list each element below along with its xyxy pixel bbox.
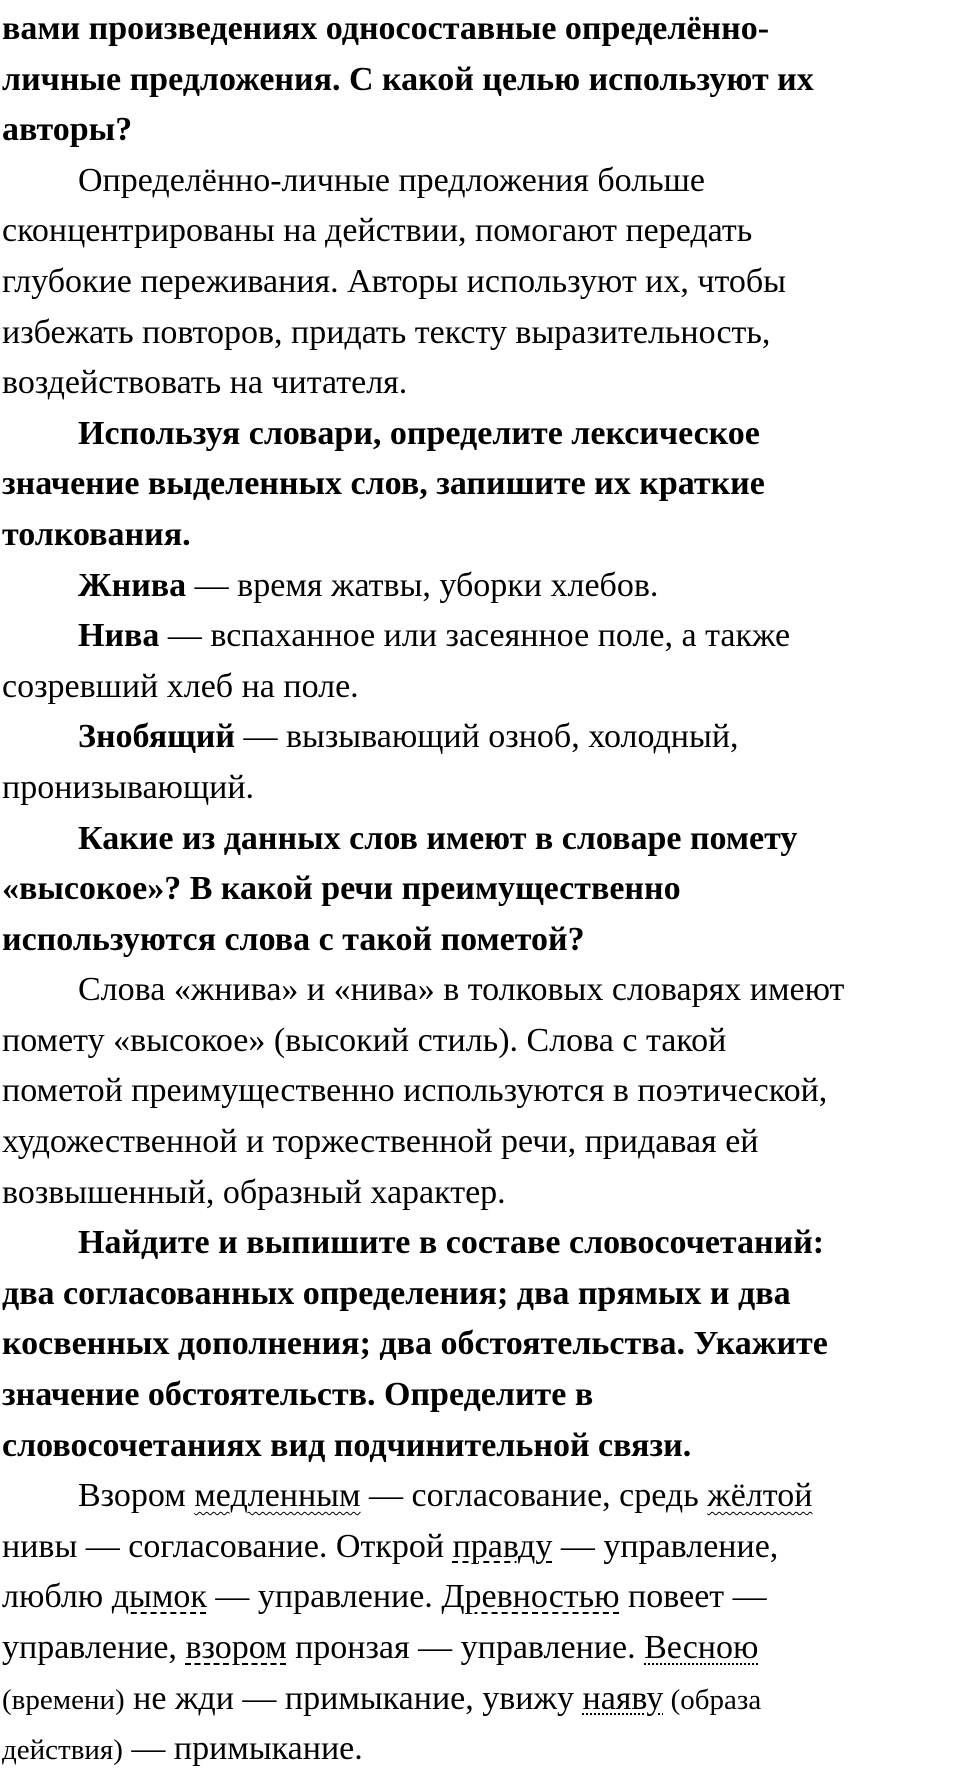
question-2-line-2: значение выделенных слов, запишите их краткие (2, 465, 765, 503)
answer-3-line-5: возвышенный, образный характер. (2, 1173, 506, 1211)
definition-text: — время жатвы, уборки хлебов. (186, 566, 659, 604)
definition-term: Знобящий (78, 718, 235, 756)
object-underlined: правду (452, 1527, 553, 1565)
answer-1-line-1: Определённо-личные предложения больше (78, 161, 705, 199)
definition-text: — вызывающий озноб, холодный, (234, 718, 739, 756)
answer-3-line-2: помету «высокое» (высокий стиль). Слова с такой (2, 1021, 727, 1059)
answer-text: пронзая — управление. (286, 1629, 645, 1666)
answer-text: — примыкание. (122, 1730, 363, 1768)
answer-1-line-4: избежать повторов, придать тексту выразительность, (2, 313, 771, 351)
definition-zhniva (2, 561, 952, 612)
answer-3-line-1: Слова «жнива» и «нива» в толковых словарях имеют (78, 971, 845, 1009)
definition-znobyashchiy-continued: пронизывающий. (2, 768, 255, 806)
answer-4-line-4 (2, 1623, 952, 1674)
question-4-line-5: словосочетаниях вид подчинительной связи. (2, 1426, 692, 1464)
question-3-line-1: Какие из данных слов имеют в словаре помету (78, 819, 798, 857)
definition-text: — вспаханное или засеянное поле, а также (159, 617, 791, 655)
definition-niva (2, 611, 952, 662)
attribute-underlined: жёлтой (707, 1477, 813, 1515)
answer-4-line-6 (2, 1724, 952, 1775)
answer-text: — управление, (552, 1527, 779, 1565)
question-4-line-1: Найдите и выпишите в составе словосочетаний: (78, 1224, 825, 1262)
answer-text: — согласование, средь (360, 1477, 708, 1515)
answer-4-line-2 (2, 1522, 952, 1573)
answer-text: нивы — согласование. Открой (2, 1527, 453, 1565)
answer-3-line-4: художественной и торжественной речи, придавая ей (2, 1123, 759, 1161)
question-2-line-3: толкования. (2, 515, 191, 553)
circumstance-underlined: наяву (582, 1679, 664, 1717)
answer-1-line-2: сконцентрированы на действии, помогают передать (2, 212, 753, 250)
question-1-line-2: личные предложения. С какой целью используют их (2, 60, 814, 98)
document-page (2, 4, 952, 1775)
definition-niva-continued: созревший хлеб на поле. (2, 667, 359, 705)
question-4-line-2: два согласованных определения; два прямых и два (2, 1274, 791, 1312)
object-underlined: дымок (111, 1578, 207, 1616)
answer-text: — управление. (206, 1578, 442, 1616)
attribute-underlined: медленным (194, 1477, 361, 1515)
question-4-line-3: косвенных дополнения; два обстоятельства. Укажите (2, 1325, 828, 1363)
answer-3-line-3: пометой преимущественно используются в поэтической, (2, 1072, 828, 1110)
answer-text: люблю (2, 1578, 112, 1616)
object-underlined: Древностью (441, 1578, 620, 1616)
question-2-line-1: Используя словари, определите лексическое (78, 414, 760, 452)
definition-term: Жнива (78, 566, 187, 604)
answer-4-line-5 (2, 1674, 952, 1725)
answer-4-line-3 (2, 1572, 952, 1623)
question-3-line-3: используются слова с такой пометой? (2, 920, 585, 958)
answer-note: действия) (2, 1734, 123, 1767)
definition-znobyashchiy (2, 712, 952, 763)
definition-term: Нива (78, 617, 160, 655)
answer-text: Взором (78, 1477, 195, 1515)
question-1-line-1: вами произведениях односоставные определённо- (2, 10, 770, 47)
circumstance-underlined: Весною (644, 1629, 759, 1666)
question-3-line-2: «высокое»? В какой речи преимущественно (2, 870, 681, 908)
answer-1-line-5: воздействовать на читателя. (2, 364, 408, 402)
answer-1-line-3: глубокие переживания. Авторы используют их, чтобы (2, 262, 787, 300)
answer-4-line-1 (2, 1471, 952, 1522)
answer-text: управление, (2, 1629, 186, 1666)
question-1-line-3: авторы? (2, 111, 133, 149)
answer-note: (образа (663, 1683, 762, 1716)
answer-text: повеет — (619, 1578, 767, 1616)
object-underlined: взором (185, 1629, 287, 1666)
answer-note: (времени) (2, 1683, 125, 1716)
answer-text: не жди — примыкание, увижу (124, 1679, 583, 1717)
question-4-line-4: значение обстоятельств. Определите в (2, 1376, 594, 1414)
